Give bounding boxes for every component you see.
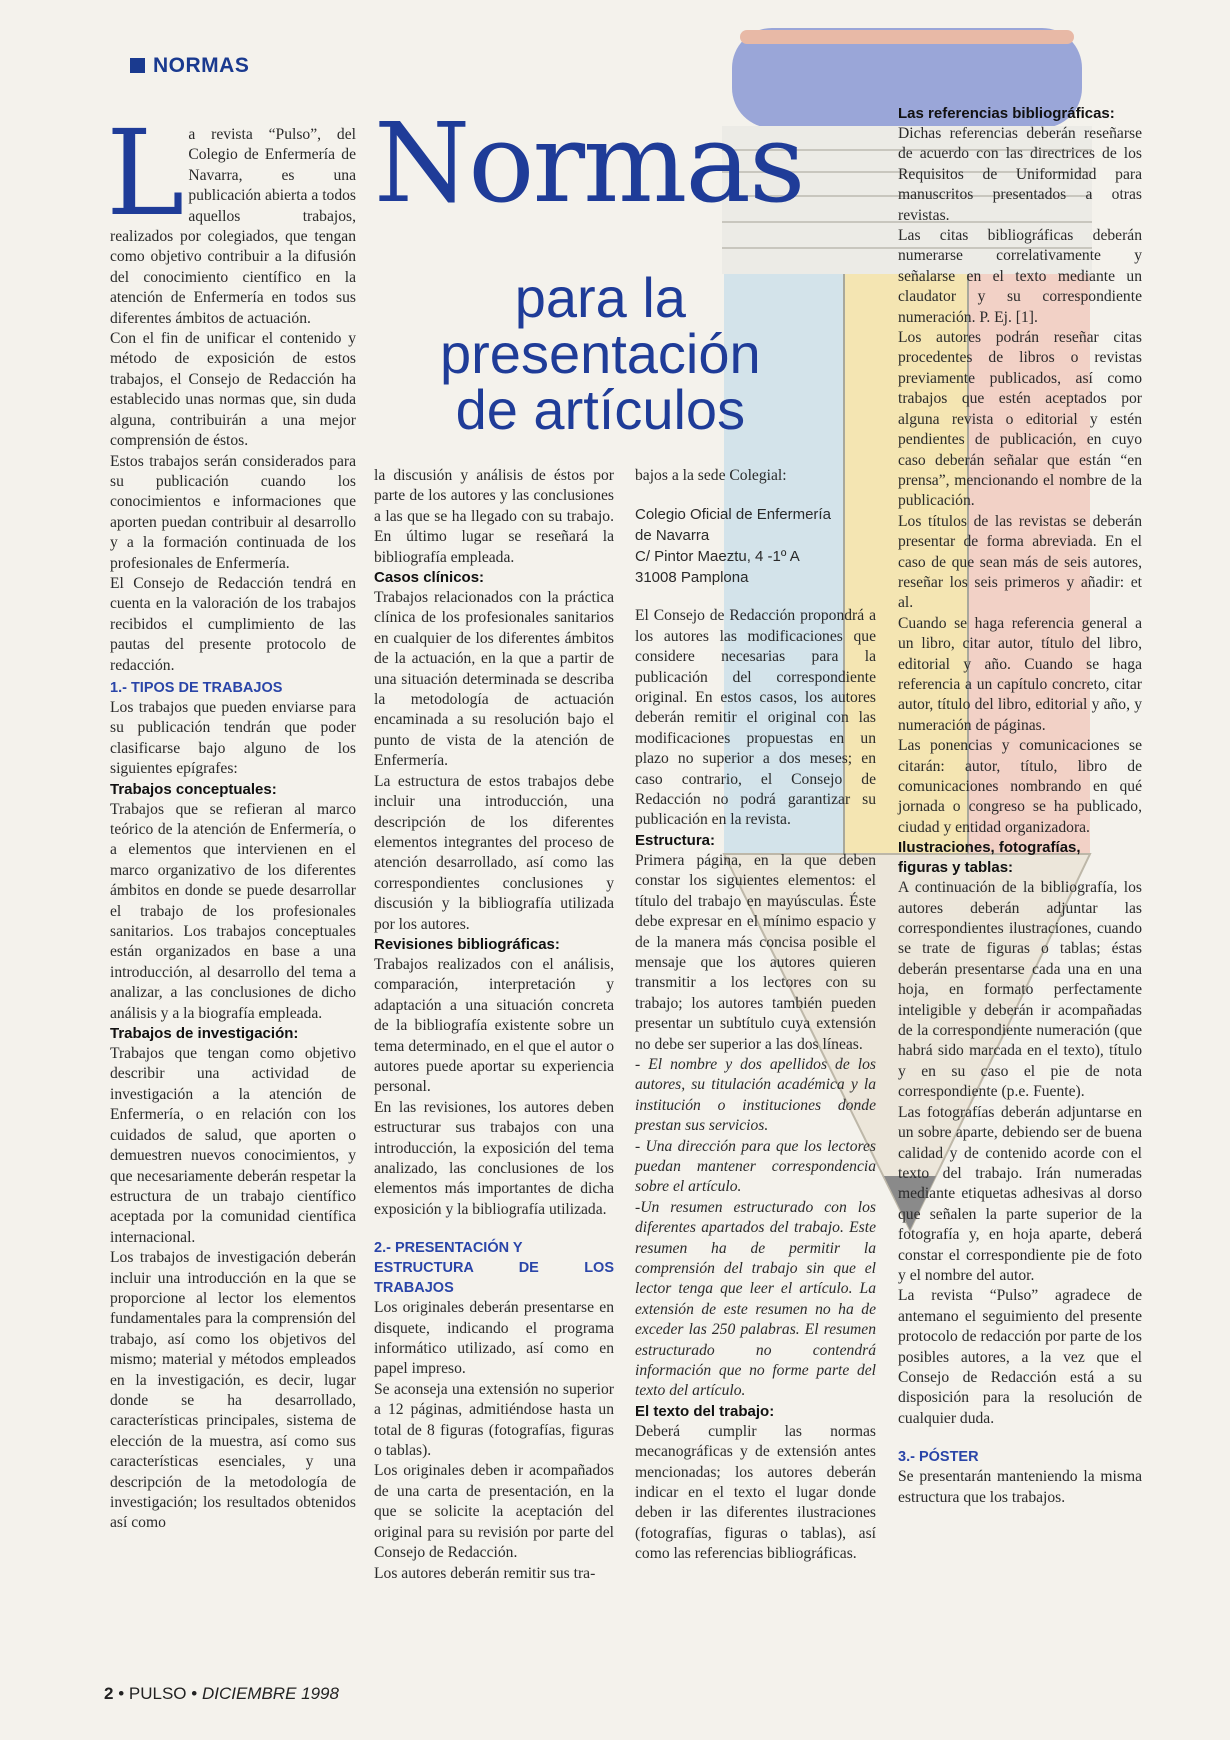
paragraph: Trabajos realizados con el análisis, comparación, interpretación y adaptación a una situación concreta de la bibliografía existente sobre un tema determinado, en el que el autor o autores puede aportar su experiencia personal. xyxy=(374,955,614,1096)
footer-separator: • xyxy=(118,1684,125,1703)
column-3 xyxy=(635,466,876,1565)
paragraph: Las ponencias y comunicaciones se citarán: autor, título, libro de comunicaciones nombrando en qué jornada o congreso se ha publicado, ciudad y entidad organizadora. xyxy=(898,737,1142,836)
paragraph: Trabajos que se refieran al marco teórico de la atención de Enfermería, o a elementos que intervienen en el marco organizativo de los diferentes ámbitos en donde se puede desarrollar el trabajo de los profesionales sanitarios. Los trabajos conceptuales están organizados en base a una introducción, al desarrollo del tema a analizar, a las conclusiones de dicho análisis y a la biografía empleada. xyxy=(110,800,356,1022)
subheading: figuras y tablas: xyxy=(898,859,1014,877)
paragraph: Los trabajos de investigación deberán incluir una introducción en la que se proporcione al lector los elementos fundamentales para la comprensión del trabajo, así como los objetivos del mismo; material y métodos empleados en la investigación, es decir, lugar donde se ha desarrollado, características principales, sistema de elección de la muestra, así como sus características esenciales, y una descripción de la metodología de investigación; los resultados obtenidos así como xyxy=(110,1249,356,1532)
subheading: El texto del trabajo: xyxy=(635,1402,775,1420)
page-title: Normas xyxy=(374,99,804,227)
paragraph: El Consejo de Redacción tendrá en cuenta en la valoración de los trabajos recibidos el cumplimiento de las pautas del presente protocolo de redacción. xyxy=(110,574,356,674)
paragraph-italic: - El nombre y dos apellidos de los autores, su titulación académica y la institución o instituciones donde prestan sus servicios. xyxy=(635,1055,876,1135)
paragraph: La revista “Pulso” agradece de antemano el seguimiento del presente protocolo de redacción por parte de los posibles autores, a la vez que el Consejo de Redacción está a su disposición para la resolución de cualquier duda. xyxy=(898,1287,1142,1427)
subtitle-line: para la xyxy=(514,266,686,329)
subtitle-line: presentación xyxy=(440,322,761,385)
subheading: Casos clínicos: xyxy=(374,569,485,587)
paragraph: Las fotografías deberán adjuntarse en un sobre aparte, debiendo ser de buena calidad y de contenido acorde con el texto del trabajo. Irán numeradas mediante etiquetas adhesivas al dorso que señalen la parte superior de la fotografía y, en hoja aparte, deberá constar el correspondiente pie de foto y el nombre del autor. xyxy=(898,1103,1142,1284)
paragraph: Se presentarán manteniendo la misma estructura que los trabajos. xyxy=(898,1468,1142,1506)
paragraph: Con el fin de unificar el contenido y método de exposición de estos trabajos, el Consejo de Redacción ha establecido unas normas que, sin duda alguna, contribuirán a una mejor comprensión de éstos. xyxy=(110,330,356,450)
paragraph: Dichas referencias deberán reseñarse de acuerdo con las directrices de los Requisitos de Uniformidad para manuscritos presentados a otras revistas. xyxy=(898,125,1142,224)
page-footer xyxy=(104,1684,339,1704)
subheading: Trabajos de investigación: xyxy=(110,1025,299,1043)
address-line: 31008 Pamplona xyxy=(635,569,749,587)
intro-paragraph: La revista “Pulso”, del Colegio de Enfermería de Navarra, es una publicación abierta a todos aquellos trabajos, realizados por colegiados, que tengan como objetivo contribuir a la difusión del conocimiento científico en la atención de Enfermería en todos sus diferentes ámbitos de actuación. xyxy=(106,104,356,327)
page-subtitle xyxy=(440,266,761,441)
paragraph: Los originales deben ir acompañados de una carta de presentación, en la que se solicite la aceptación del original para su revisión por parte del Consejo de Redacción. xyxy=(374,1462,614,1562)
paragraph: Los autores deberán remitir sus tra- xyxy=(374,1564,596,1582)
paragraph: Los originales deberán presentarse en disquete, indicando el programa informático utilizado, así como en papel impreso. xyxy=(374,1299,614,1378)
subheading: Trabajos conceptuales: xyxy=(110,780,277,798)
section-tag: NORMAS xyxy=(130,54,249,78)
paragraph-italic: - Una dirección para que los lectores puedan mantener correspondencia sobre el artículo. xyxy=(635,1137,876,1196)
paragraph: Primera página, en la que deben constar los siguientes elementos: el título del trabajo en mayúsculas. Éste debe expresar en el mínimo espacio y de la manera más concisa posible el mensaje que los autores quieren transmitir a los lectores con su trabajo; los autores también pueden presentar un subtítulo cuya extensión no debe ser superior a las dos líneas. xyxy=(635,851,876,1053)
magazine-name: PULSO xyxy=(128,1684,187,1703)
paragraph: la discusión y análisis de éstos por parte de los autores y las conclusiones a las que se ha llegado con su trabajo. En último lugar se reseñará la bibliografía empleada. xyxy=(374,467,614,566)
subtitle-line: de artículos xyxy=(455,378,746,441)
square-bullet-icon xyxy=(130,58,145,73)
section-heading-presentacion-2: ESTRUCTURA DE LOS TRABAJOS xyxy=(374,1260,614,1297)
paragraph: Deberá cumplir las normas mecanográficas y de extensión antes mencionadas; los autores deberán indicar en el texto el lugar donde deben ir las diferentes ilustraciones (fotografías, figuras o tablas), así como las referencias bibliográficas. xyxy=(635,1422,876,1563)
paragraph: Estos trabajos serán considerados para su publicación cuando los conocimientos e informaciones que aporten puedan contribuir al desarrollo y a la formación continuada de los profesionales de Enfermería. xyxy=(110,452,356,572)
subheading: Las referencias bibliográficas: xyxy=(898,105,1115,122)
paragraph-italic: -Un resumen estructurado con los diferentes apartados del trabajo. Este resumen ha de permitir la comprensión del trabajo sin que el lector tenga que leer el artículo. La extensión de este resumen no ha de exceder las 250 palabras. El resumen estructurado no contendrá información que no forme parte del texto del artículo. xyxy=(635,1198,876,1400)
paragraph: En las revisiones, los autores deben estructurar sus trabajos con una introducción, la exposición del tema analizado, las conclusiones de los elementos más importantes de dicha exposición y la bibliografía utilizada. xyxy=(374,1098,614,1218)
paragraph: Trabajos relacionados con la práctica clínica de los profesionales sanitarios en cualquier de los diferentes ámbitos de la actuación, en la que a partir de una situación determinada se describa la metodología de actuación encaminada a su resolución bajo el punto de vista de la atención de Enfermería. xyxy=(374,589,614,770)
footer-separator: • xyxy=(191,1684,198,1703)
drop-cap: L xyxy=(106,104,185,242)
issue-date: DICIEMBRE 1998 xyxy=(201,1684,339,1703)
section-heading-tipos: 1.- TIPOS DE TRABAJOS xyxy=(110,679,283,696)
paragraph: Trabajos que tengan como objetivo describir una actividad de investigación a la atención de Enfermería, o en relación con los cuidados de salud, que aporten o demuestren nuevos conocimientos, y que necesariamente deberán respetar la estructura de un trabajo científico aceptada por la comunidad científica internacional. xyxy=(110,1045,356,1246)
paragraph: Cuando se haga referencia general a un libro, citar autor, título del libro, editorial y año. Cuando se haga referencia a un capítulo concreto, citar autor, título del libro, editorial y año, y numeración de páginas. xyxy=(898,614,1142,734)
pencil-eraser-rim xyxy=(740,30,1074,44)
address-line: C/ Pintor Maeztu, 4 -1º A xyxy=(635,548,800,566)
paragraph: Se aconseja una extensión no superior a 12 páginas, admitiéndose hasta un total de 8 figuras (fotografías, figuras o tablas). xyxy=(374,1380,614,1460)
section-heading-presentacion: 2.- PRESENTACIÓN Y xyxy=(374,1240,523,1257)
column-2 xyxy=(374,466,614,1584)
address-line: Colegio Oficial de Enfermería xyxy=(635,506,831,524)
subheading: Ilustraciones, fotografías, xyxy=(898,839,1081,857)
subheading: Revisiones bibliográficas: xyxy=(374,935,560,953)
address-block xyxy=(635,504,876,588)
paragraph: Las citas bibliográficas deberán numerarse correlativamente y señalarse en el texto mediante un claudator y su correspondiente numeración. P. Ej. [1]. xyxy=(898,227,1142,326)
paragraph: Los trabajos que pueden enviarse para su publicación tendrán que poder clasificarse bajo alguno de los siguientes epígrafes: xyxy=(110,698,356,778)
column-1 xyxy=(106,104,356,1534)
page-number: 2 xyxy=(104,1684,114,1703)
address-line: de Navarra xyxy=(635,527,710,545)
section-heading-poster: 3.- PÓSTER xyxy=(898,1449,979,1466)
paragraph: bajos a la sede Colegial: xyxy=(635,467,787,484)
paragraph: A continuación de la bibliografía, los autores deberán adjuntar las correspondientes ilustraciones, cuando se trate de figuras o tablas; éstas deberán presentarse cada una en una hoja, en formato perfectamente inteligible y deberán ir acompañadas de la correspondiente numeración (que habrá sido marcada en el texto), título y en su caso el pie de nota correspondiente (p.e. Fuente). xyxy=(898,879,1142,1101)
paragraph: Los títulos de las revistas se deberán presentar de forma abreviada. En el caso de que sean más de seis autores, reseñar los seis primeros y añadir: et al. xyxy=(898,512,1142,612)
subheading: Estructura: xyxy=(635,831,716,849)
paragraph: La estructura de estos trabajos debe incluir una introducción, una descripción de los diferentes elementos integrantes del proceso de atención desarrollado, así como las correspondientes conclusiones y discusión y la bibliografía utilizada por los autores. xyxy=(374,772,614,933)
paragraph: El Consejo de Redacción propondrá a los autores las modificaciones que considere necesarias para la publicación del correspondiente original. En estos casos, los autores deberán remitir el original con las modificaciones propuestas en un plazo no superior a dos meses; en caso contrario, el Consejo de Redacción no podrá garantizar su publicación en la revista. xyxy=(635,607,876,829)
column-4 xyxy=(898,104,1142,1508)
paragraph: Los autores podrán reseñar citas procedentes de libros o revistas previamente publicados, así como trabajos que estén aceptados por alguna revista o editorial y estén pendientes de publicación, en cuyo caso deberán señalar que están “en prensa”, mencionando el nombre de la publicación. xyxy=(898,329,1142,510)
